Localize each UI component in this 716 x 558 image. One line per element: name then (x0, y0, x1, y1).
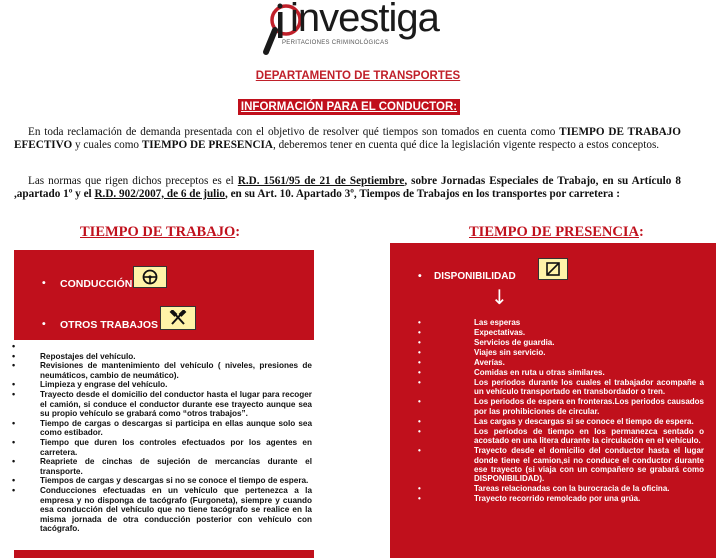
conduccion-item: • (42, 277, 46, 289)
tiempo-presencia-heading: TIEMPO DE PRESENCIA: (469, 224, 644, 240)
list-item: • Viajes sin servicio. (418, 348, 704, 357)
tiempo-trabajo-heading: TIEMPO DE TRABAJO: (80, 224, 241, 240)
rd-902-link: R.D. 902/2007, de 6 de julio (94, 187, 225, 200)
list-item: • Averías. (418, 358, 704, 367)
list-item: • Tareas relacionadas con la burocracia de la oficina. (418, 484, 704, 493)
list-item: • Comidas en ruta u otras similares. (418, 368, 704, 377)
list-item: • Reapriete de cinchas de sujeción de mercancías durante el transporte. (12, 457, 312, 476)
list-item: • Revisiones de mantenimiento del vehículo ( niveles, presiones de neumáticos, cambio de neumático). (12, 361, 312, 380)
down-arrow-icon: ↓ (491, 285, 508, 309)
info-title-banner: INFORMACIÓN PARA EL CONDUCTOR: (238, 99, 460, 115)
trabajo-panel-bottom (14, 550, 314, 558)
presencia-list (418, 318, 704, 504)
list-item: • Conducciones efectuadas en un vehículo que pertenezca a la empresa y no disponga de tacógrafo (Furgoneta), siempre y cuando esa conducción del vehículo que no tiene tacógrafo se realice en la misma jornada de otra conducción posterior con vehículo con tacógrafo. (12, 486, 312, 534)
intro-paragraph: En toda reclamación de demanda presentada con el objetivo de resolver qué tiempos son tomados en cuenta como TIEMPO DE TRABAJO EFECTIVO y cuales como TIEMPO DE PRESENCIA, deberemos tener en cuenta qué dice la legislación vigente respecto a estos conceptos. (14, 126, 681, 151)
department-title: DEPARTAMENTO DE TRANSPORTES (255, 70, 461, 82)
list-item: • Trayecto recorrido remolcado por una grúa. (418, 494, 704, 503)
logo-wordmark: investiga (290, 0, 439, 40)
trabajo-list (12, 342, 312, 534)
logo (262, 0, 439, 56)
list-item: • Limpieza y engrase del vehículo. (12, 380, 312, 390)
availability-icon (538, 258, 568, 280)
list-item: • Trayecto desde el domicilio del conductor hasta el lugar donde tiene el camion,si no conduce el conductor durante ese trayecto (si viaja con un compañero se grabará como DISPONIBILIDAD). (418, 446, 704, 484)
list-item: • Las esperas (418, 318, 704, 327)
hammers-icon (160, 306, 196, 330)
rd-1561-link: R.D. 1561/95 de 21 de Septiembre (237, 175, 405, 187)
list-item (12, 342, 312, 352)
otros-trabajos-label: OTROS TRABAJOS (60, 319, 159, 331)
list-item: • Servicios de guardia. (418, 338, 704, 347)
logo-subtitle: PERITACIONES CRIMINOLÓGICAS (282, 40, 389, 46)
steering-wheel-icon (133, 266, 167, 288)
list-item: • Los periodos durante los cuales el trabajador acompañe a un vehículo transportado en transbordador o tren. (418, 378, 704, 397)
otros-trabajos-item: • (42, 318, 46, 330)
disponibilidad-item: • (418, 270, 422, 282)
list-item: • Trayecto desde el domicilio del conductor hasta el lugar para recoger el camión, si conduce el conductor durante ese trayecto aunque sea su propio vehículo se grabará como “otros trabajos”. (12, 390, 312, 419)
disponibilidad-label: DISPONIBILIDAD (434, 271, 516, 282)
list-item: • Los periodos de espera en fronteras.Los periodos causados por las prohibiciones de circular. (418, 397, 704, 416)
list-item: • Tiempo de cargas o descargas si participa en ellas aunque solo sea como estibador. (12, 419, 312, 438)
list-item: • Las cargas y descargas si se conoce el tiempo de espera. (418, 417, 704, 426)
conduccion-label: CONDUCCIÓN (60, 278, 133, 290)
list-item: • Los periodos de tiempo en los permanezca sentado o acostado en una litera durante la circulación en el vehículo. (418, 427, 704, 446)
list-item: • Tiempo que duren los controles efectuados por los agentes en carretera. (12, 438, 312, 457)
list-item: • Repostajes del vehículo. (12, 352, 312, 362)
list-item: • Expectativas. (418, 328, 704, 337)
list-item: • Tiempos de cargas y descargas si no se conoce el tiempo de espera. (12, 476, 312, 486)
legal-paragraph: Las normas que rigen dichos preceptos es el R.D. 1561/95 de 21 de Septiembre, sobre Jornadas Especiales de Trabajo, en su Artículo 8 ,apartado 1º y el R.D. 902/2007, de 6 de julio, en su Art. 10. Apartado 3º, Tiempos de Trabajos en los transportes por carretera : (14, 175, 681, 200)
